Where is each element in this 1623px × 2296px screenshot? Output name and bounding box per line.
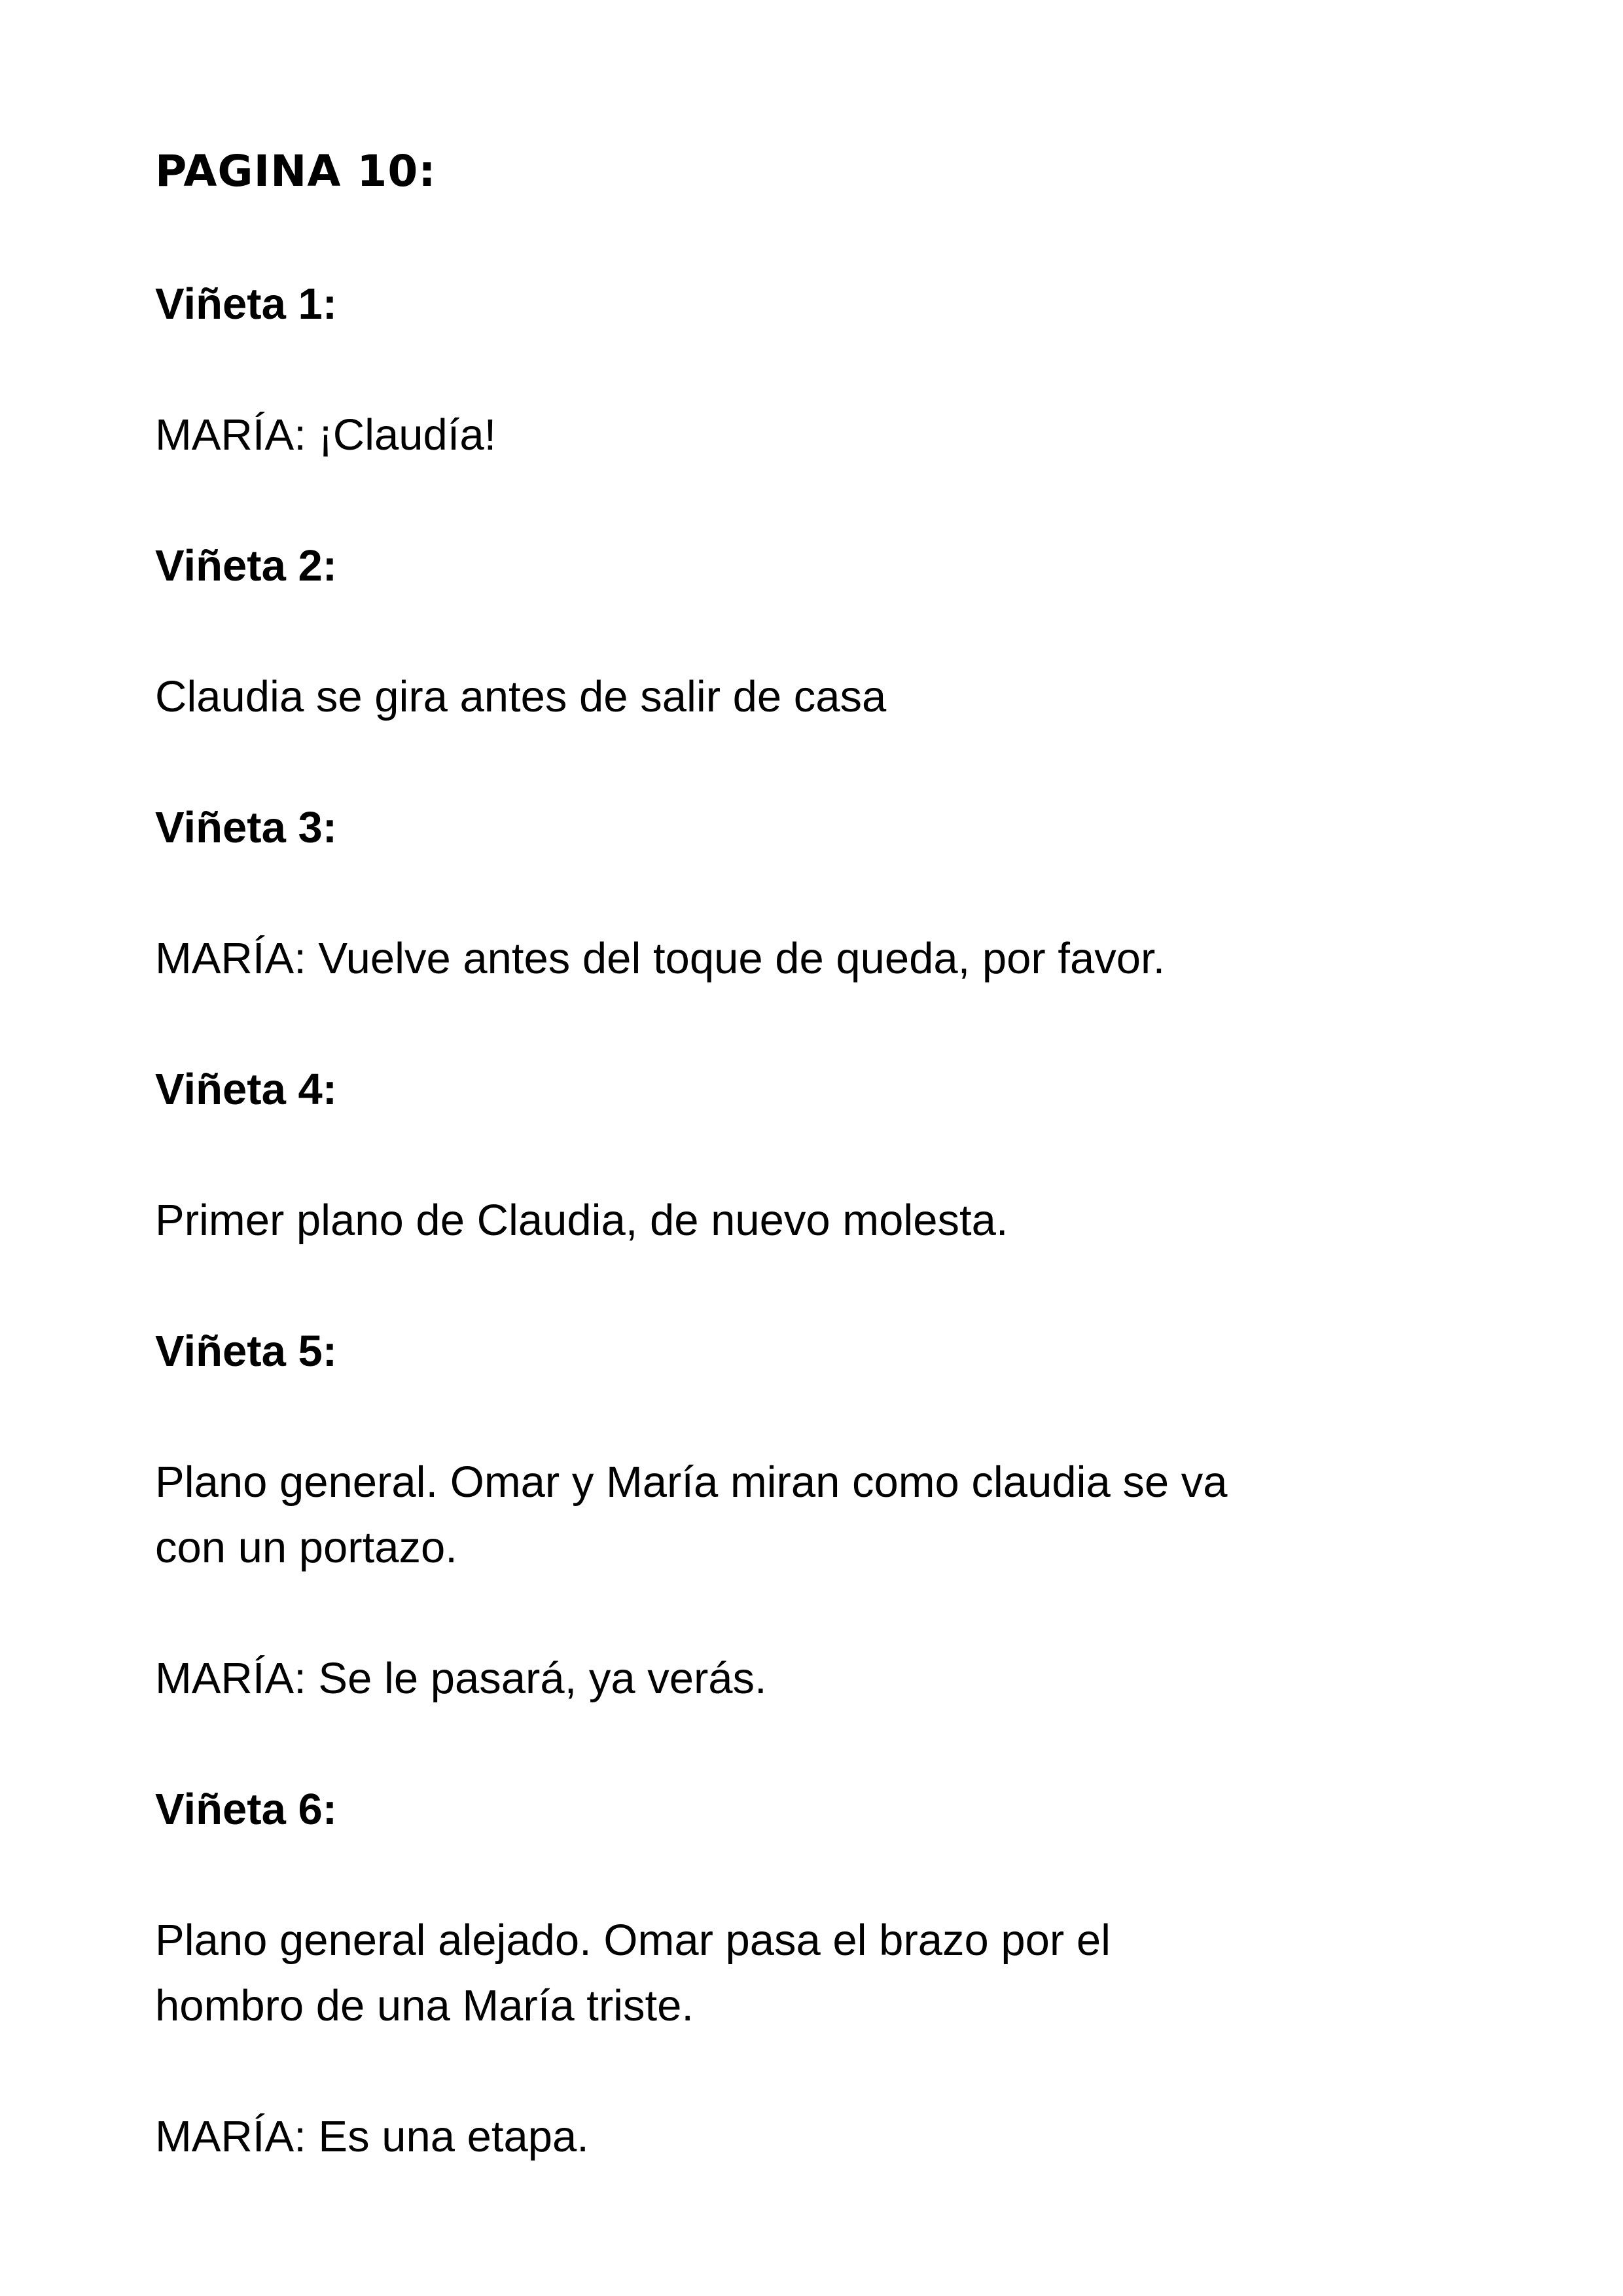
panel-heading: Viñeta 5:	[155, 1327, 338, 1376]
description-line: Primer plano de Claudia, de nuevo molesta.	[155, 1196, 1008, 1245]
description-line: Claudia se gira antes de salir de casa	[155, 672, 887, 721]
description-line: hombro de una María triste.	[155, 1981, 694, 2030]
description-line: con un portazo.	[155, 1523, 457, 1572]
panel-heading: Viñeta 6:	[155, 1785, 338, 1834]
description-line: Plano general. Omar y María miran como claudia se va	[155, 1458, 1228, 1507]
description-line: Plano general alejado. Omar pasa el brazo por el	[155, 1916, 1111, 1965]
dialogue-line: MARÍA: Se le pasará, ya verás.	[155, 1654, 767, 1703]
panel-heading: Viñeta 2:	[155, 541, 338, 590]
page-title: PAGINA 10:	[155, 146, 437, 196]
dialogue-line: MARÍA: ¡Claudía!	[155, 410, 497, 459]
panel-heading: Viñeta 4:	[155, 1065, 338, 1114]
panel-heading: Viñeta 1:	[155, 279, 338, 329]
dialogue-line: MARÍA: Es una etapa.	[155, 2112, 589, 2161]
dialogue-line: MARÍA: Vuelve antes del toque de queda, por favor.	[155, 934, 1166, 983]
panel-heading: Viñeta 3:	[155, 803, 338, 852]
